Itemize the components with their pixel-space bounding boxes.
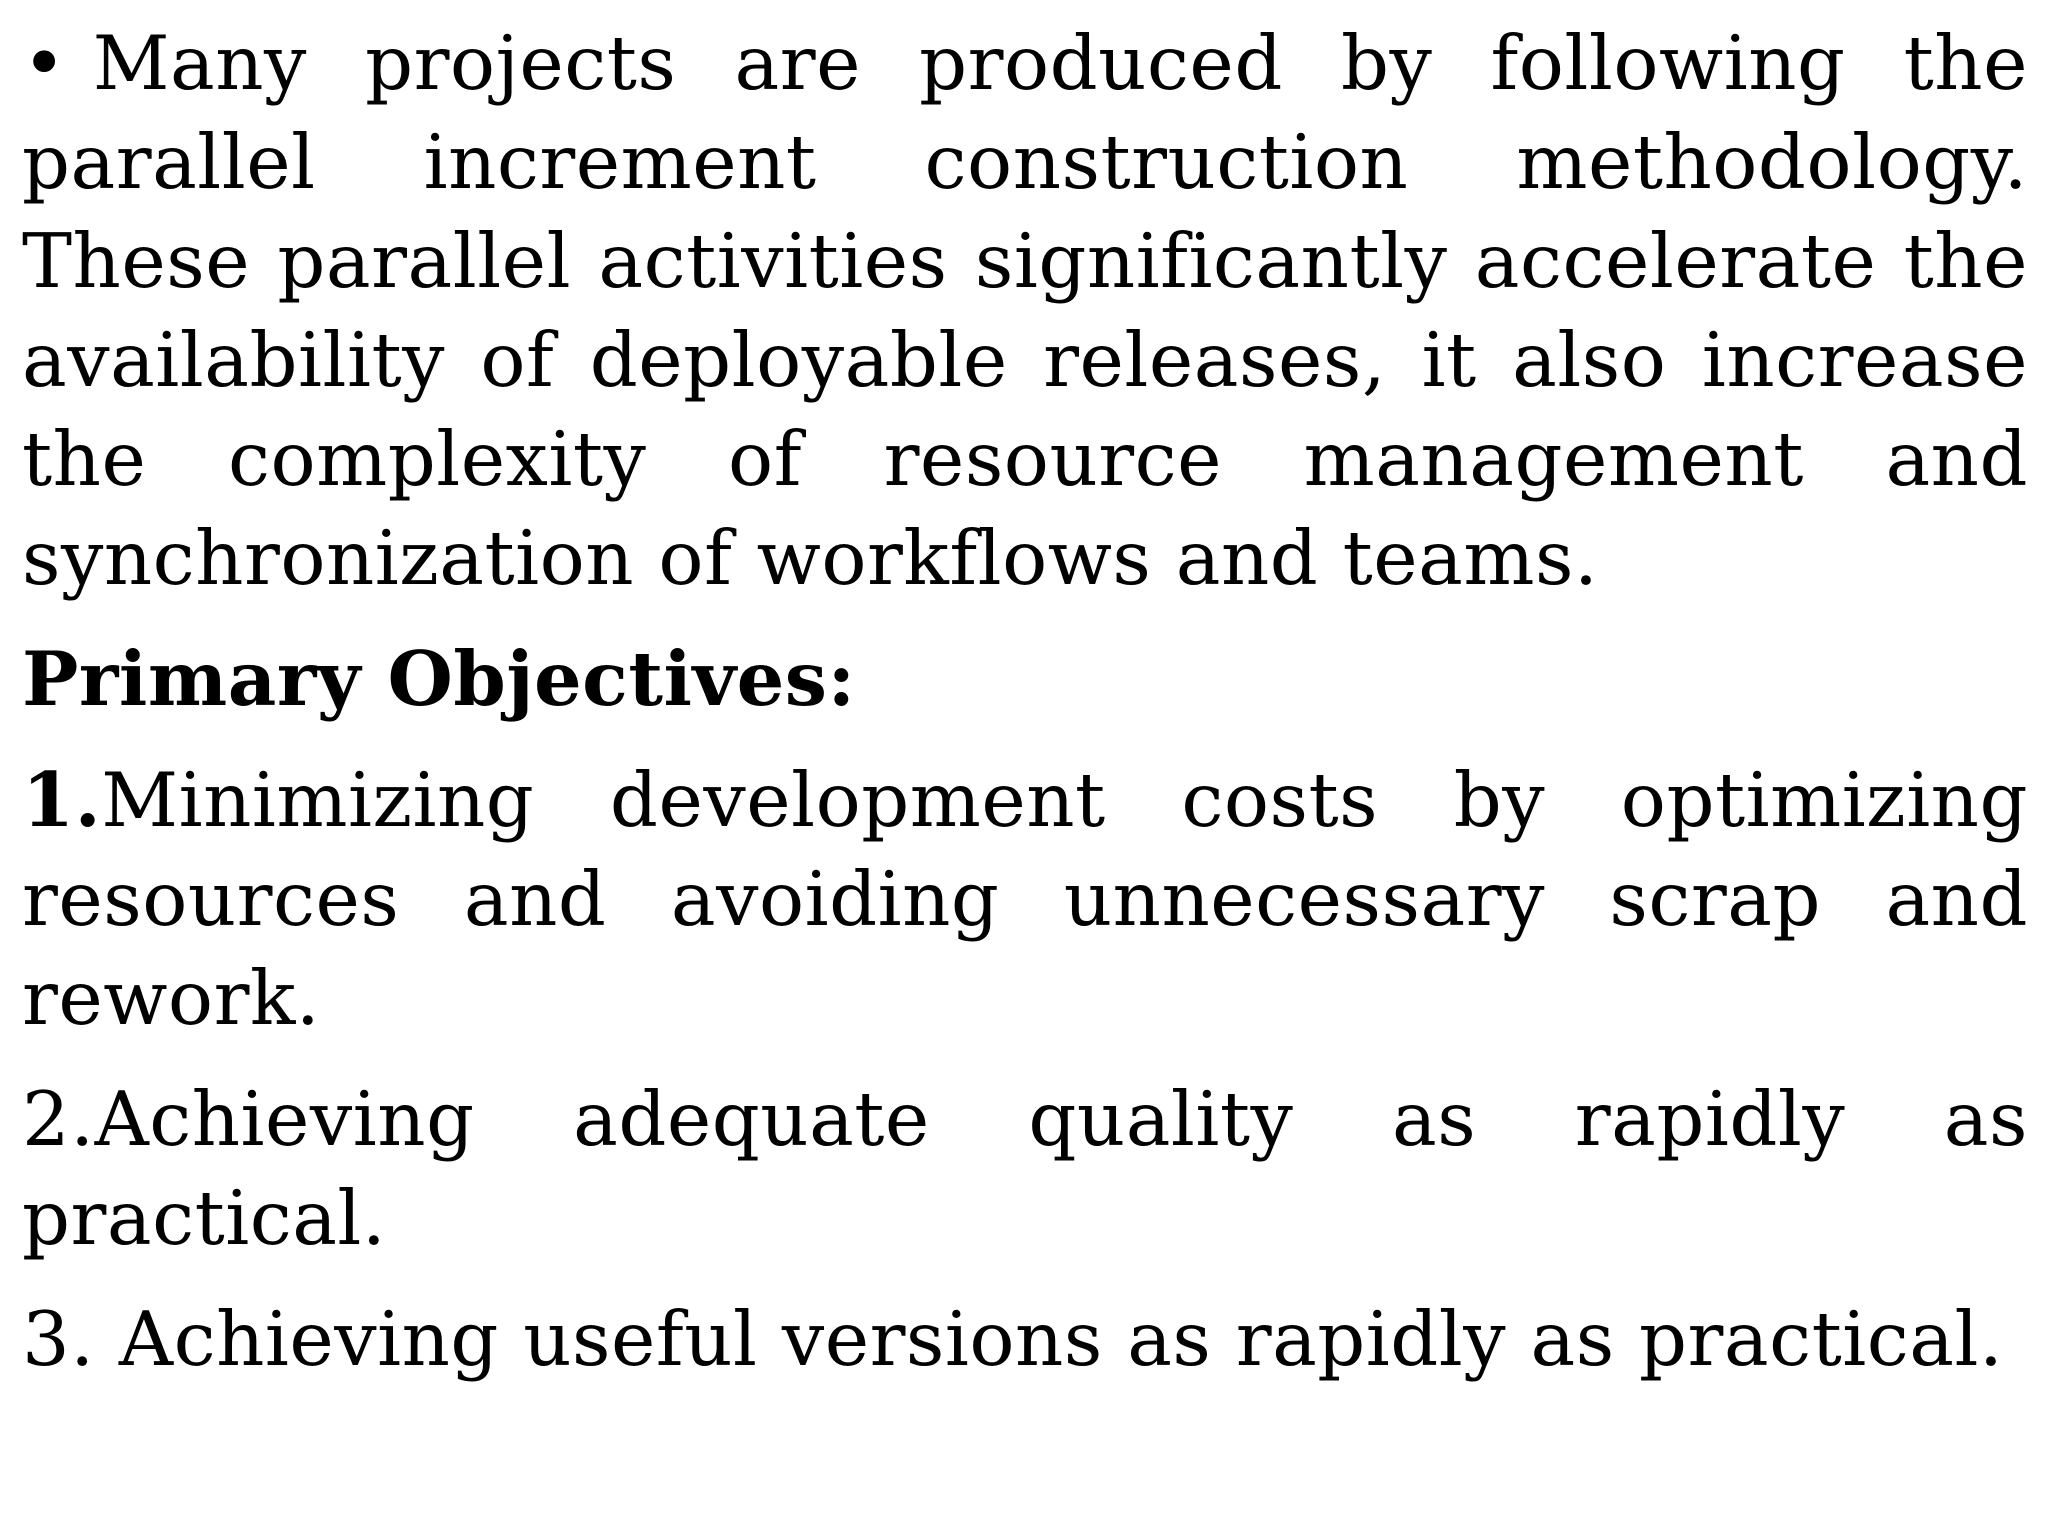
objective-number: 1. xyxy=(22,756,102,844)
bullet-paragraph-text: Many projects are produced by following the parallel increment construction methodology. These parallel activities significantly accelerate the availability of deployable releases, it also increase the complexity of resource management and synchronization of workflows and teams. xyxy=(22,19,2028,602)
bullet-paragraph xyxy=(22,14,2028,608)
objective-item-3 xyxy=(22,1290,2028,1389)
objective-item-1 xyxy=(22,751,2028,1048)
objective-number: 2. xyxy=(22,1075,95,1163)
objective-number: 3. xyxy=(22,1295,95,1383)
primary-objectives-heading: Primary Objectives: xyxy=(22,635,856,723)
objective-item-2 xyxy=(22,1070,2028,1268)
objective-text: Minimizing development costs by optimizing resources and avoiding unnecessary scrap and rework. xyxy=(22,756,2028,1042)
objective-text: Achieving adequate quality as rapidly as practical. xyxy=(22,1075,2028,1262)
slide-content xyxy=(22,14,2028,1411)
objective-text: Achieving useful versions as rapidly as practical. xyxy=(94,1295,2004,1383)
bullet-marker: • xyxy=(22,19,67,107)
